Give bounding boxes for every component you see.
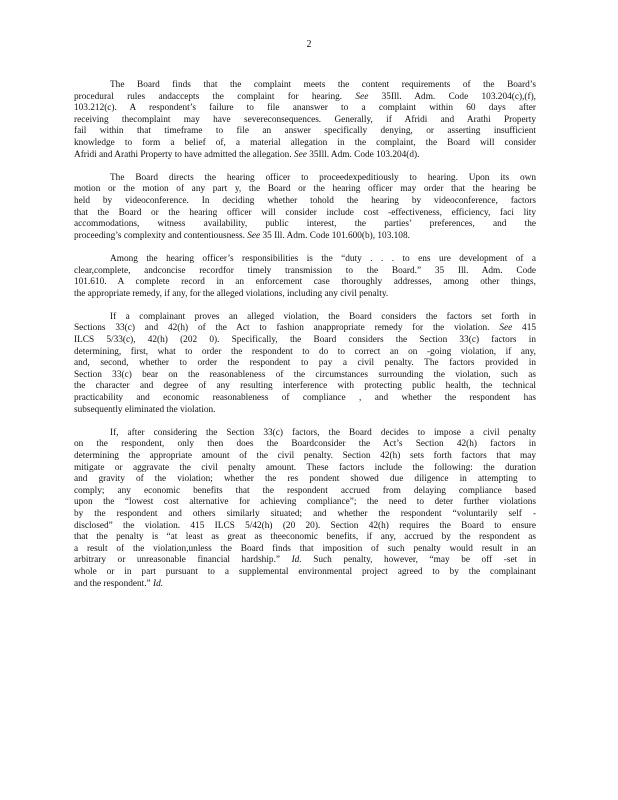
paragraph-section-33c-factors	[74, 312, 536, 416]
text-line: held by videoconference. In deciding whether tohold the hearing by videoconference, factors	[74, 195, 536, 206]
text-line: practicability and economic reasonableness of compliance , and whether the respondent has	[74, 393, 536, 404]
text-line: disclosed” the violation. 415 ILCS 5/42(h) (20 20). Section 42(h) requires the Board to ensure	[74, 520, 536, 531]
text-line: 101.610. A complete record in an enforcement case thoroughly addresses, among other things,	[74, 277, 536, 288]
text-line: 103.212(c). A respondent’s failure to file ananswer to a complaint within 60 days after	[74, 103, 536, 114]
text-line: mitigate or aggravate the civil penalty amount. These factors include the following: the duration	[74, 462, 536, 473]
text-line: and gravity of the violation; whether the res pondent showed due diligence in attempting to	[74, 474, 536, 485]
text-line: Section 33(c) bear on the reasonableness of the circumstances surrounding the violation, such as	[74, 369, 536, 380]
text-line: accommodations, witness availability, public interest, the parties’ preferences, and the	[74, 219, 536, 230]
text-line: determining the appropriate amount of the civil penalty. Section 42(h) sets forth factors that may	[74, 451, 536, 461]
text-line: a result of the violation,unless the Board finds that imposition of such penalty would result in an	[74, 543, 536, 554]
text-line: fail within that timeframe to file an answer specifically denying, or asserting insufficient	[74, 126, 536, 137]
text-line: motion or the motion of any part y, the Board or the hearing officer may order that the hearing be	[74, 184, 536, 195]
paragraph-hearing-officer-directive	[74, 173, 536, 243]
body-text	[74, 80, 536, 602]
text-line: ILCS 5/33(c), 42(h) (202 0). Specifically, the Board considers the Section 33(c) factors in	[74, 335, 536, 346]
text-line: upon the “lowest cost alternative for achieving compliance”; the need to deter further violations	[74, 497, 536, 508]
text-line: that the penalty is “at least as great as theeconomic benefits, if any, accrued by the respondent as	[74, 532, 536, 543]
text-line: determining, first, what to order the respondent to do to correct an on -going violation, if any,	[74, 346, 536, 357]
text-line: clear,complete, andconcise recordfor timely transmission to the Board.” 35 Ill. Adm. Code	[74, 265, 536, 276]
paragraph-section-42h-factors	[74, 428, 536, 590]
text-line: Afridi and Arathi Property to have admitted the allegation. See 35Ill. Adm. Code 103.204(d).	[74, 149, 420, 160]
text-line: and the respondent.” Id.	[74, 578, 164, 589]
text-line: the appropriate remedy, if any, for the alleged violations, including any civil penalty.	[74, 288, 389, 299]
text-line: The Board finds that the complaint meets the content requirements of the Board’s	[110, 80, 536, 90]
text-line: on the respondent, only then does the Boardconsider the Act’s Section 42(h) factors in	[74, 439, 536, 450]
text-line: the character and degree of any resulting interference with protecting public health, the technical	[74, 381, 536, 392]
text-line: whole or in part pursuant to a supplemental environmental project agreed to by the complainant	[74, 566, 536, 577]
text-line: by the respondent and others similarly situated; and whether the respondent “voluntarily self -	[74, 508, 536, 519]
text-line: arbitrary or unreasonable financial hardship.” Id. Such penalty, however, “may be off -set in	[74, 555, 536, 566]
page-number: 2	[306, 39, 312, 50]
text-line: If a complainant proves an alleged violation, the Board considers the factors set forth in	[110, 311, 536, 322]
paragraph-hearing-officer-responsibilities	[74, 254, 536, 300]
text-line: that the Board or the hearing officer will consider include cost -effectiveness, efficiency, faci lity	[74, 207, 536, 218]
text-line: Among the hearing officer’s responsibilities is the “duty . . . to ens ure development of a	[110, 253, 536, 264]
paragraph-complaint-acceptance	[74, 80, 536, 161]
text-line: procedural rules andaccepts the complaint for hearing. See 35Ill. Adm. Code 103.204(c),(f),	[74, 91, 536, 102]
text-line: and, second, whether to order the respondent to pay a civil penalty. The factors provided in	[74, 358, 536, 369]
text-line: comply; any economic benefits that the respondent accrued from delaying compliance based	[74, 485, 536, 496]
text-line: proceeding’s complexity and contentiousness. See 35 Ill. Adm. Code 101.600(b), 103.108.	[74, 230, 410, 241]
text-line: If, after considering the Section 33(c) factors, the Board decides to impose a civil penalty	[110, 427, 536, 438]
text-line: knowledge to form a belief of, a material allegation in the complaint, the Board will consider	[74, 137, 536, 148]
text-line: subsequently eliminated the violation.	[74, 404, 216, 415]
text-line: The Board directs the hearing officer to proceedexpeditiously to hearing. Upon its own	[110, 172, 536, 183]
text-line: Sections 33(c) and 42(h) of the Act to fashion anappropriate remedy for the violation. See 415	[74, 323, 536, 334]
text-line: receiving thecomplaint may have severeconsequences. Generally, if Afridi and Arathi Property	[74, 114, 536, 125]
